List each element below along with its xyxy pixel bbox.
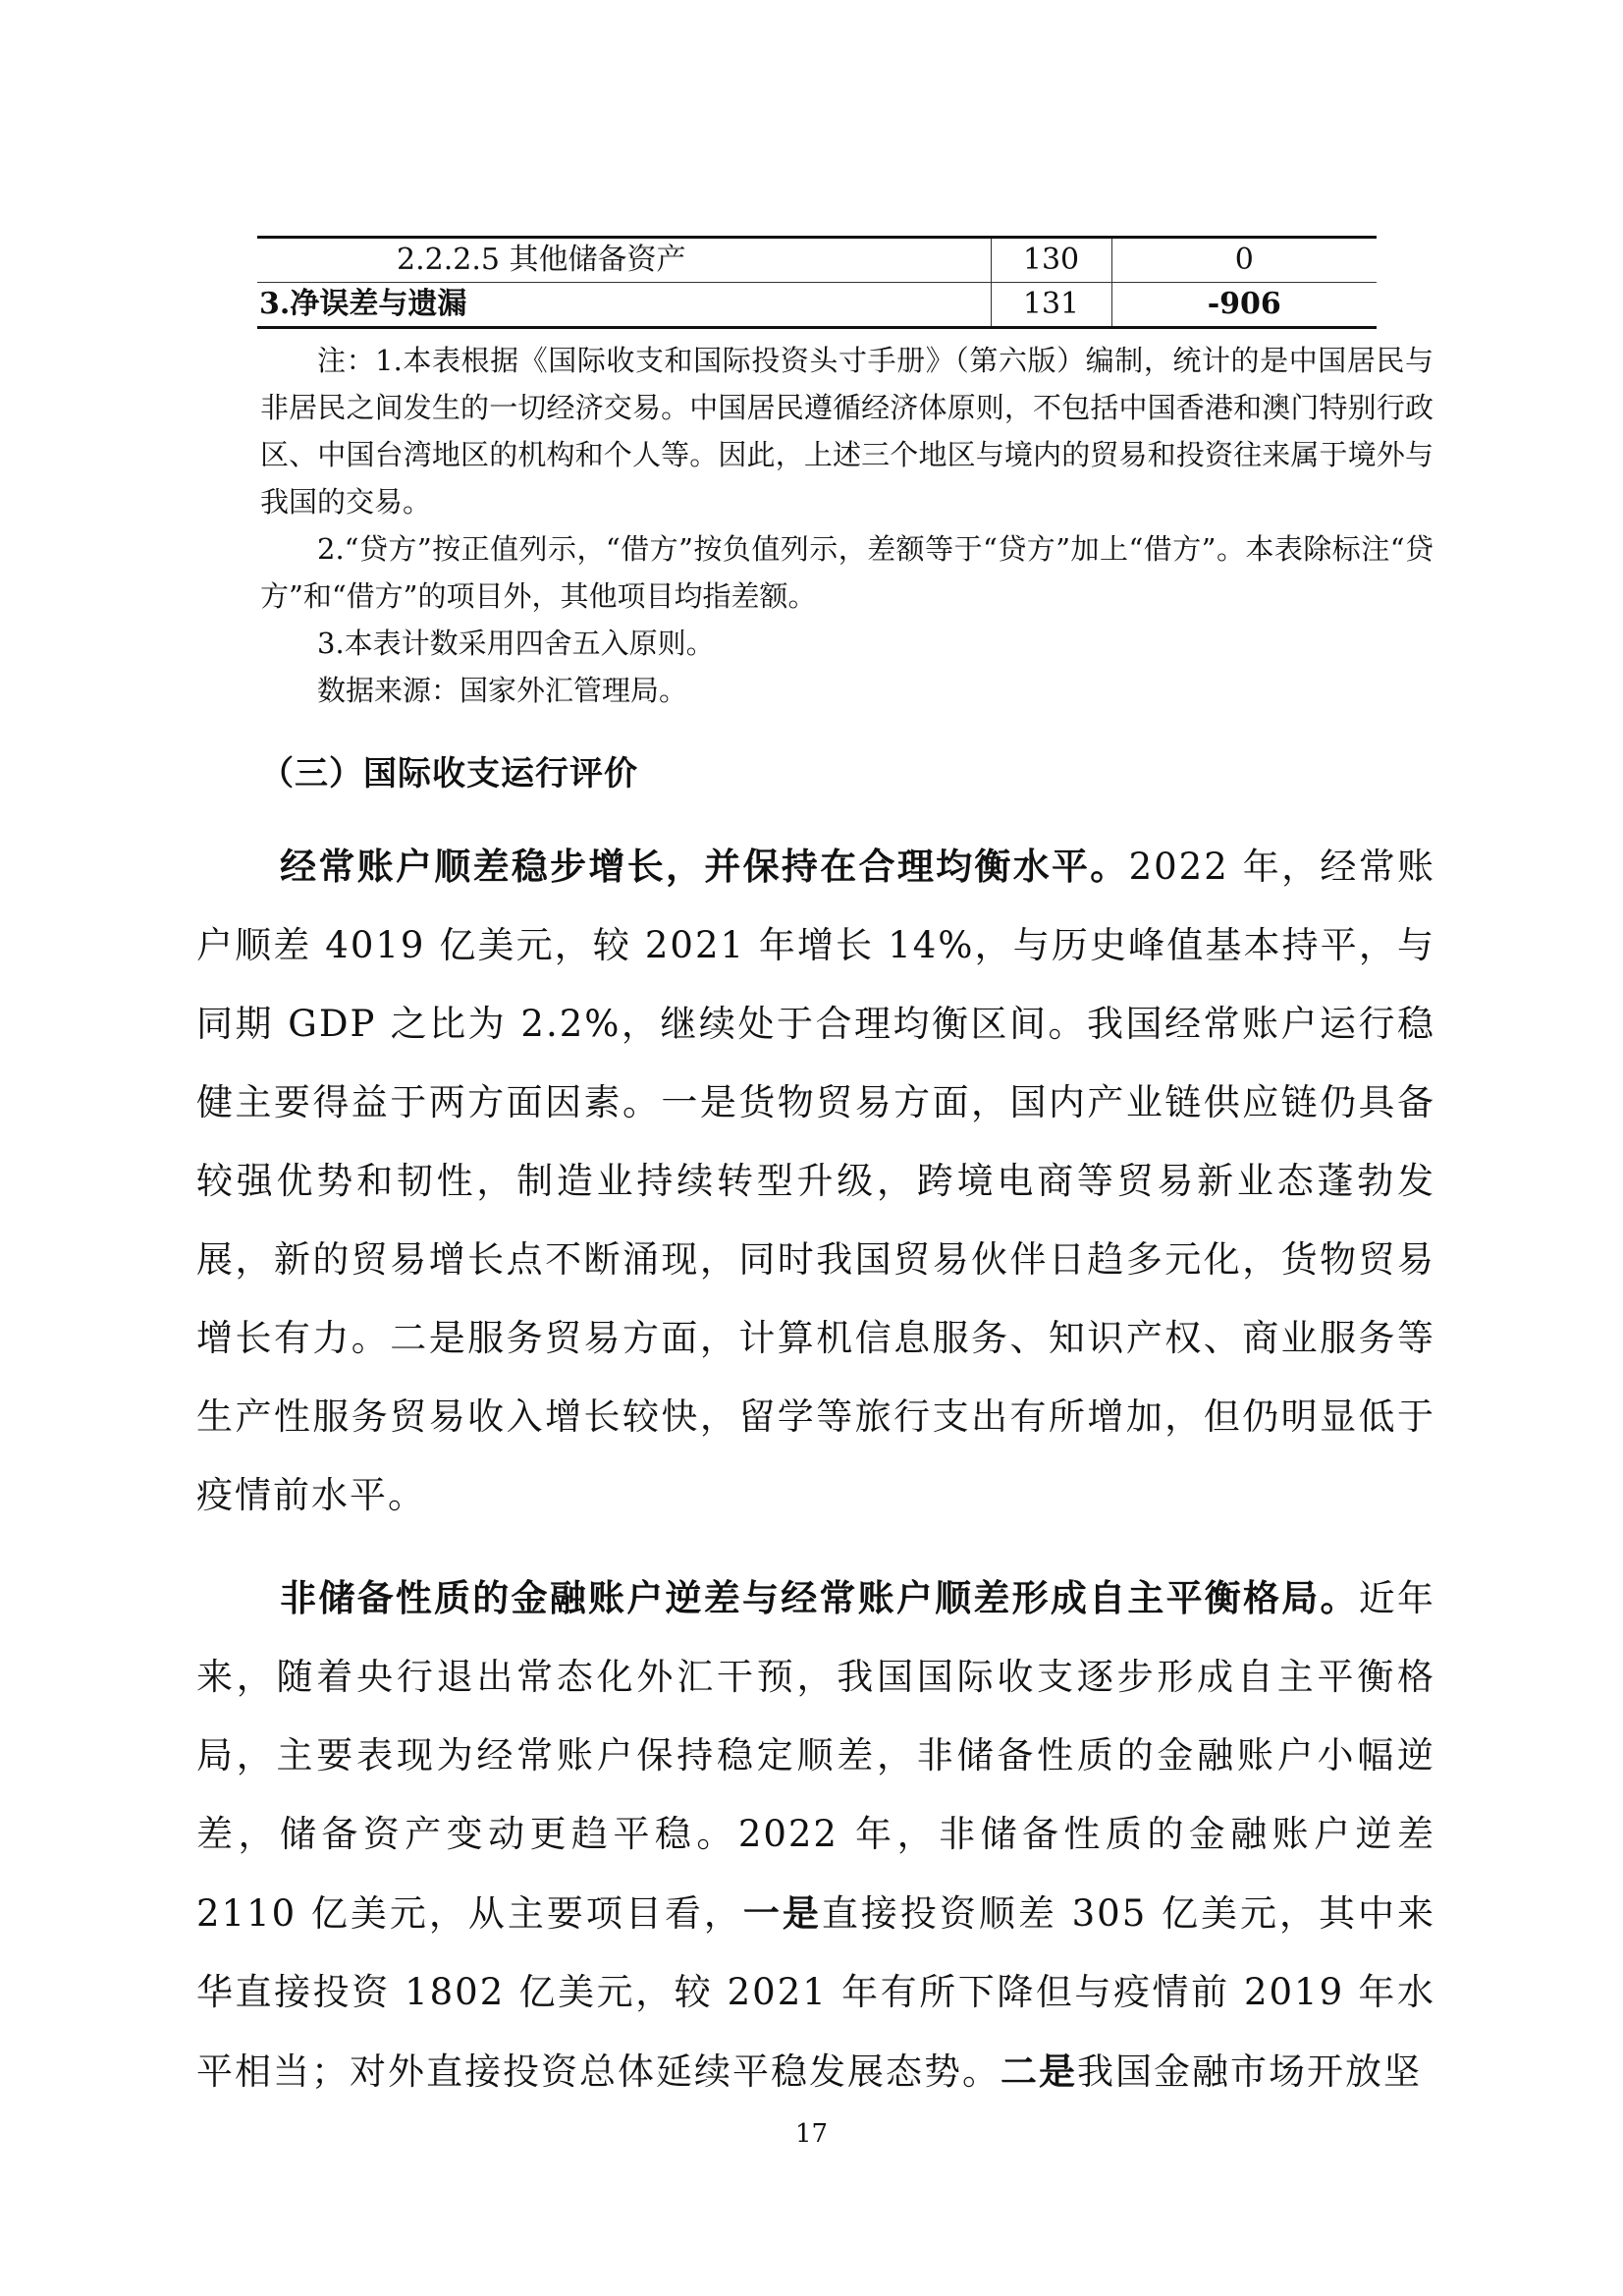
table-cell-value: 0 [1111,238,1377,283]
data-source-note: 数据来源：国家外汇管理局。 [317,674,688,707]
note-3: 3.本表计数采用四舍五入原则。 [317,627,715,660]
balance-of-payments-table [257,236,1377,329]
paragraph-financial-account [196,1558,1435,2111]
note-1: 注：1.本表根据《国际收支和国际投资头寸手册》（第六版）编制，统计的是中国居民与非居民之间发生的一切经济交易。中国居民遵循经济体原则，不包括中国香港和澳门特别行政区、中国台湾地区的机构和个人等。因此，上述三个地区与境内的贸易和投资往来属于境外与我国的交易。 [260,344,1434,519]
table-cell-code: 130 [991,238,1111,283]
paragraph-lead: 非储备性质的金融账户逆差与经常账户顺差形成自主平衡格局。 [280,1576,1359,1619]
table-row [257,238,1377,283]
section-heading: （三）国际收支运行评价 [260,754,638,793]
note-2: 2.“贷方”按正值列示，“借方”按负值列示，差额等于“贷方”加上“借方”。本表除标注“贷方”和“借方”的项目外，其他项目均指差额。 [260,532,1434,613]
table-cell-value: -906 [1111,283,1377,328]
table-cell-item: 3.净误差与遗漏 [257,283,991,328]
table-notes [260,337,1434,714]
paragraph-body: 2022 年，经常账户顺差 4019 亿美元，较 2021 年增长 14%，与历史峰值基本持平，与同期 GDP 之比为 2.2%，继续处于合理均衡区间。我国经常账户运行稳健主要得益于两方面因素。一是货物贸易方面，国内产业链供应链仍具备较强优势和韧性，制造业持续转型升级，跨境电商等贸易新业态蓬勃发展，新的贸易增长点不断涌现，同时我国贸易伙伴日趋多元化，货物贸易增长有力。二是服务贸易方面，计算机信息服务、知识产权、商业服务等生产性服务贸易收入增长较快，留学等旅行支出有所增加，但仍明显低于疫情前水平。 [196,846,1435,1516]
enumeration-marker: 一是 [742,1891,822,1935]
paragraph-lead: 经常账户顺差稳步增长，并保持在合理均衡水平。 [280,845,1129,888]
enumeration-marker: 二是 [1001,2050,1077,2093]
table-cell-code: 131 [991,283,1111,328]
paragraph-body: 近年来，随着央行退出常态化外汇干预，我国国际收支逐步形成自主平衡格局，主要表现为经常账户保持稳定顺差，非储备性质的金融账户小幅逆差，储备资产变动更趋平稳。2022 年，非储备性质的金融账户逆差 2110 亿美元，从主要项目看， [196,1577,1436,1935]
table-cell-item: 2.2.2.5 其他储备资产 [257,238,991,283]
table-row [257,283,1377,328]
page-number: 17 [794,2119,829,2149]
body-text [196,827,1435,2111]
paragraph-body: 我国金融市场开放坚 [1077,2050,1422,2093]
paragraph-body: 直接投资顺差 305 亿美元，其中来华直接投资 1802 亿美元，较 2021 年有所下降但与疫情前 2019 年水平相当；对外直接投资总体延续平稳发展态势。 [196,1892,1435,2093]
paragraph-current-account [196,827,1435,1535]
